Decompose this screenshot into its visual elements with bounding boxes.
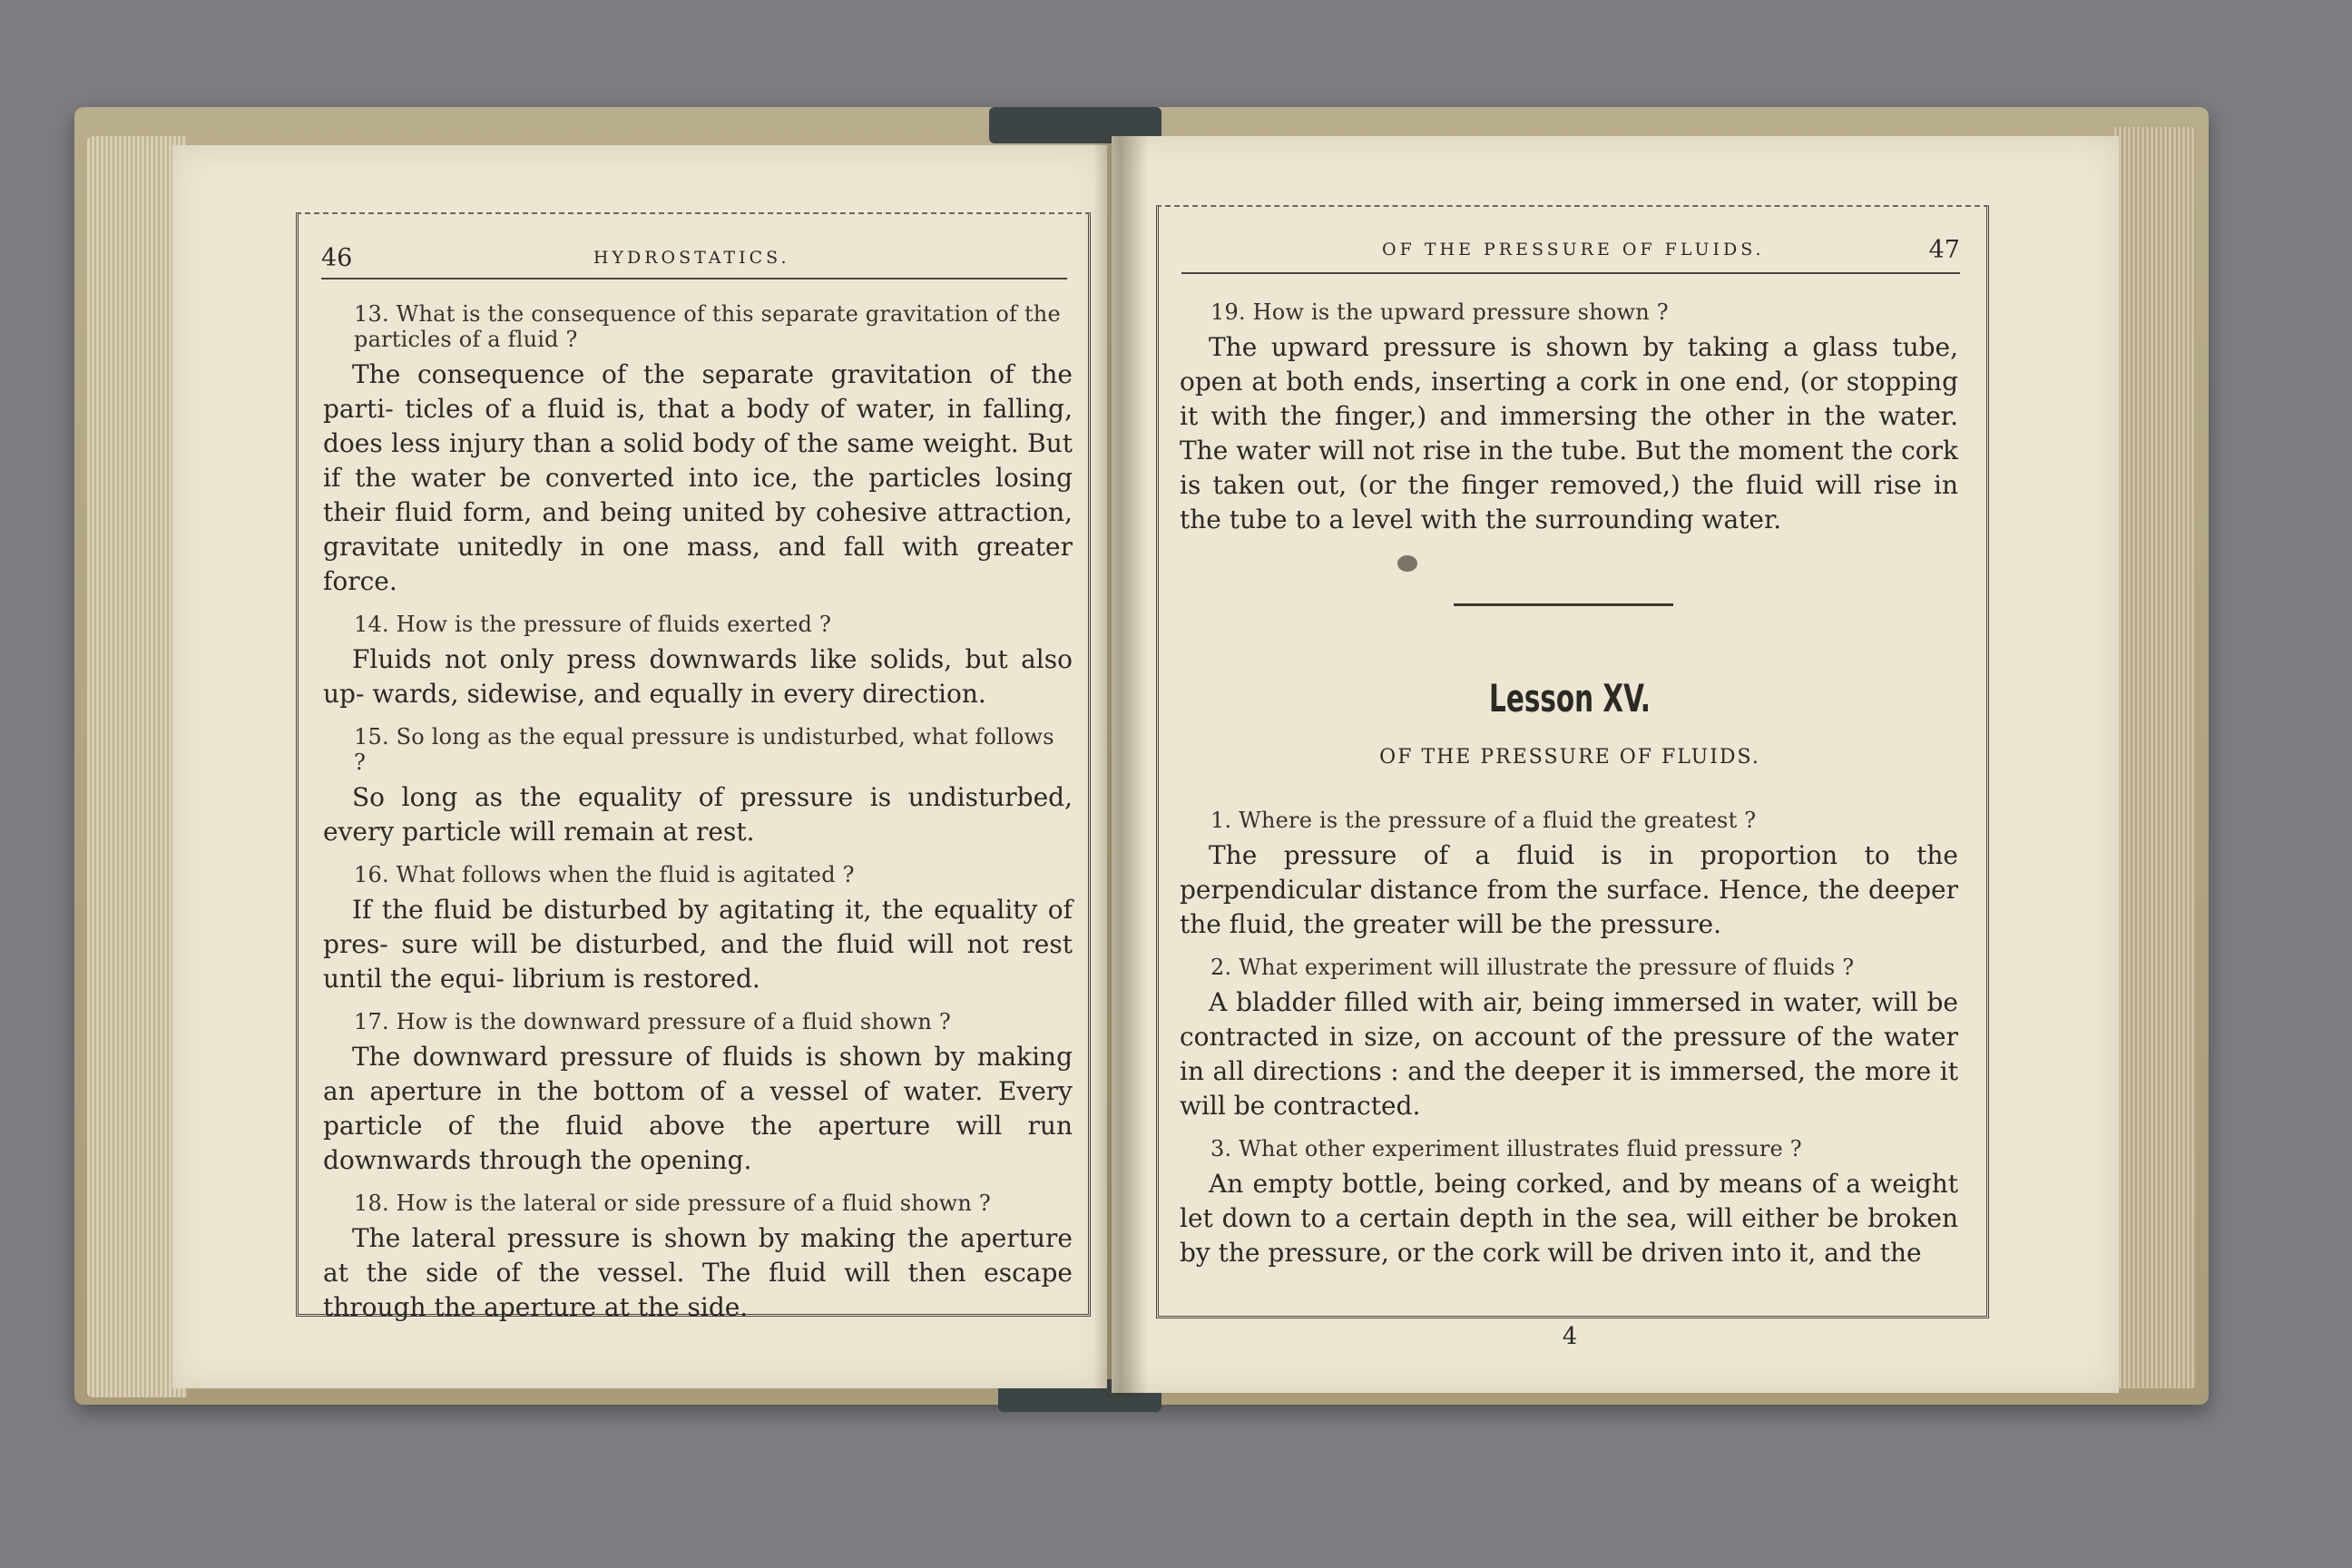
- ink-blot: [1397, 555, 1417, 572]
- question: 2. What experiment will illustrate the pressure of fluids ?: [1210, 955, 1855, 980]
- question: 19. How is the upward pressure shown ?: [1210, 299, 1669, 325]
- answer: Fluids not only press downwards like solids, but also up- wards, sidewise, and equally in every direction.: [323, 644, 1073, 709]
- section-divider: [1454, 603, 1673, 606]
- question: 18. How is the lateral or side pressure of a fluid shown ?: [354, 1191, 991, 1216]
- left-running-title: HYDROSTATICS.: [593, 248, 790, 268]
- answer: The lateral pressure is shown by making the aperture at the side of the vessel. The fluid will then escape through the aperture at the side.: [323, 1223, 1073, 1322]
- answer: So long as the equality of pressure is undisturbed, every particle will remain at rest.: [323, 782, 1073, 847]
- question: 13. What is the consequence of this separate gravitation of the particles of a fluid ?: [354, 301, 1061, 352]
- page-edges-right: [2114, 127, 2196, 1388]
- question: 14. How is the pressure of fluids exerted ?: [354, 612, 832, 637]
- answer: The consequence of the separate gravitation of the parti- ticles of a fluid is, that a body of water, in falling, does less injury than a solid body of the same weight. But if the water be converted into ice, the particles losing their fluid form, and being united by cohesive attraction, gravitate unitedly in one mass, and fall with greater force.: [323, 359, 1073, 596]
- left-page-number: 46: [321, 243, 353, 272]
- answer: The upward pressure is shown by taking a glass tube, open at both ends, inserting a cork in one end, (or stopping it with the finger,) and immersing the other in the water. The water will not rise in the tube. But the moment the cork is taken out, (or the finger removed,) the fluid will rise in the tube to a level with the surrounding water.: [1180, 332, 1959, 534]
- question: 1. Where is the pressure of a fluid the greatest ?: [1210, 808, 1757, 833]
- answer: The pressure of a fluid is in proportion to the perpendicular distance from the surface. Hence, the deeper the fluid, the greater will be the pressure.: [1180, 840, 1958, 939]
- question: 16. What follows when the fluid is agitated ?: [354, 862, 855, 887]
- answer: A bladder filled with air, being immersed in water, will be contracted in size, on account of the pressure of the water in all directions : and the deeper it is immersed, the more it will be contracted.: [1180, 987, 1958, 1121]
- lesson-title: Lesson XV.: [1489, 676, 1651, 720]
- left-running-head: [321, 238, 1067, 279]
- signature-mark: 4: [1562, 1323, 1578, 1350]
- question: 3. What other experiment illustrates fluid pressure ?: [1210, 1136, 1802, 1161]
- book-gutter: [1093, 136, 1148, 1397]
- question: 15. So long as the equal pressure is undisturbed, what follows ?: [354, 724, 1054, 775]
- answer: If the fluid be disturbed by agitating it, the equality of pres- sure will be disturbed, and the fluid will not rest until the equi- librium is restored.: [323, 895, 1073, 994]
- right-page-top-text: [1180, 287, 1958, 537]
- answer: The downward pressure of fluids is shown by making an aperture in the bottom of a vessel of water. Every particle of the fluid above the aperture will run downwards through the opening.: [323, 1042, 1073, 1175]
- lesson-text: [1180, 795, 1958, 1270]
- answer: An empty bottle, being corked, and by means of a weight let down to a certain depth in the sea, will either be broken by the pressure, or the cork will be driven into it, and the: [1180, 1169, 1958, 1268]
- right-page-number: 47: [1928, 235, 1960, 264]
- right-running-title: OF THE PRESSURE OF FLUIDS.: [1382, 240, 1765, 260]
- question: 17. How is the downward pressure of a fluid shown ?: [354, 1009, 951, 1034]
- left-page-text: [323, 289, 1073, 1325]
- right-running-head: [1181, 227, 1960, 274]
- lesson-subtitle: OF THE PRESSURE OF FLUIDS.: [1379, 746, 1760, 769]
